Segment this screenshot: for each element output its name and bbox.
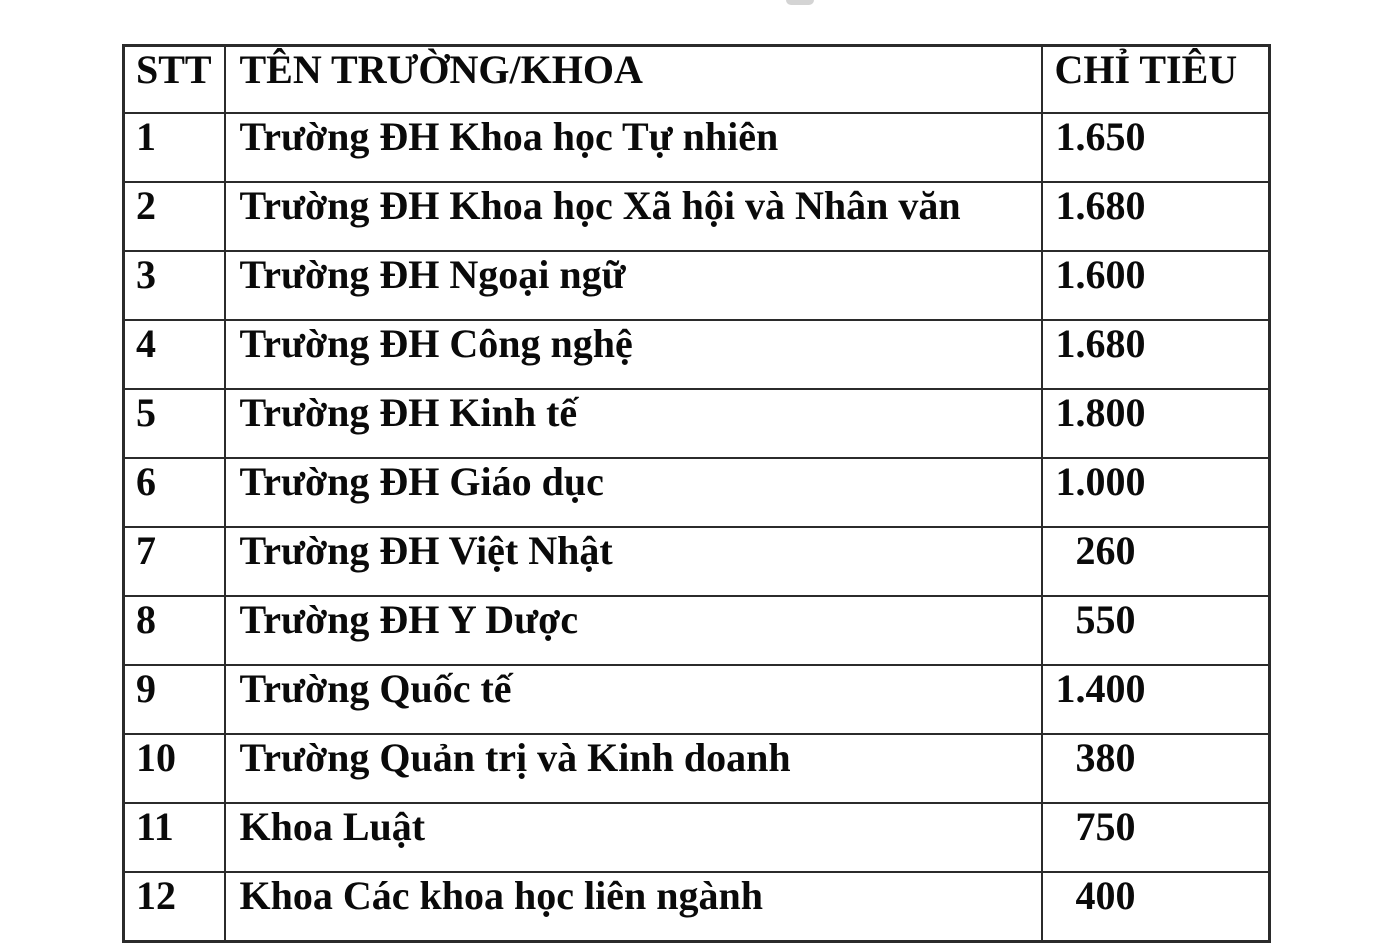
quota-table	[122, 44, 1271, 943]
table-row	[124, 734, 1270, 803]
header-name: TÊN TRƯỜNG/KHOA	[225, 46, 1042, 113]
row-number-cell: 6	[124, 458, 225, 527]
school-name-cell: Trường ĐH Khoa học Xã hội và Nhân văn	[225, 182, 1042, 251]
table-row	[124, 320, 1270, 389]
school-name-cell: Trường ĐH Việt Nhật	[225, 527, 1042, 596]
school-name-cell: Trường ĐH Công nghệ	[225, 320, 1042, 389]
row-number-cell: 7	[124, 527, 225, 596]
row-number-cell: 1	[124, 113, 225, 182]
quota-value-cell: 380	[1042, 734, 1270, 803]
row-number-cell: 3	[124, 251, 225, 320]
table-row	[124, 803, 1270, 872]
table-row	[124, 527, 1270, 596]
table-row	[124, 389, 1270, 458]
header-quota: CHỈ TIÊU	[1042, 46, 1270, 113]
quota-value-cell: 400	[1042, 872, 1270, 942]
row-number-cell: 4	[124, 320, 225, 389]
school-name-cell: Trường ĐH Y Dược	[225, 596, 1042, 665]
quota-value-cell: 750	[1042, 803, 1270, 872]
school-name-cell: Trường ĐH Khoa học Tự nhiên	[225, 113, 1042, 182]
row-number-cell: 9	[124, 665, 225, 734]
row-number-cell: 12	[124, 872, 225, 942]
table-row	[124, 458, 1270, 527]
quota-value-cell: 1.600	[1042, 251, 1270, 320]
school-name-cell: Trường Quốc tế	[225, 665, 1042, 734]
table-body	[124, 113, 1270, 942]
table-row	[124, 182, 1270, 251]
quota-value-cell: 550	[1042, 596, 1270, 665]
table-row	[124, 113, 1270, 182]
header-stt: STT	[124, 46, 225, 113]
quota-value-cell: 1.650	[1042, 113, 1270, 182]
row-number-cell: 10	[124, 734, 225, 803]
school-name-cell: Khoa Các khoa học liên ngành	[225, 872, 1042, 942]
school-name-cell: Trường ĐH Giáo dục	[225, 458, 1042, 527]
table-row	[124, 872, 1270, 942]
header-row	[124, 46, 1270, 113]
row-number-cell: 2	[124, 182, 225, 251]
row-number-cell: 5	[124, 389, 225, 458]
table-row	[124, 596, 1270, 665]
quota-value-cell: 1.680	[1042, 320, 1270, 389]
school-name-cell: Trường ĐH Kinh tế	[225, 389, 1042, 458]
school-name-cell: Khoa Luật	[225, 803, 1042, 872]
school-name-cell: Trường Quản trị và Kinh doanh	[225, 734, 1042, 803]
quota-value-cell: 1.680	[1042, 182, 1270, 251]
cropped-text-artifact	[786, 0, 814, 5]
table-header	[124, 46, 1270, 113]
quota-value-cell: 260	[1042, 527, 1270, 596]
school-name-cell: Trường ĐH Ngoại ngữ	[225, 251, 1042, 320]
quota-value-cell: 1.400	[1042, 665, 1270, 734]
table-row	[124, 251, 1270, 320]
table-row	[124, 665, 1270, 734]
quota-value-cell: 1.800	[1042, 389, 1270, 458]
row-number-cell: 8	[124, 596, 225, 665]
row-number-cell: 11	[124, 803, 225, 872]
quota-value-cell: 1.000	[1042, 458, 1270, 527]
